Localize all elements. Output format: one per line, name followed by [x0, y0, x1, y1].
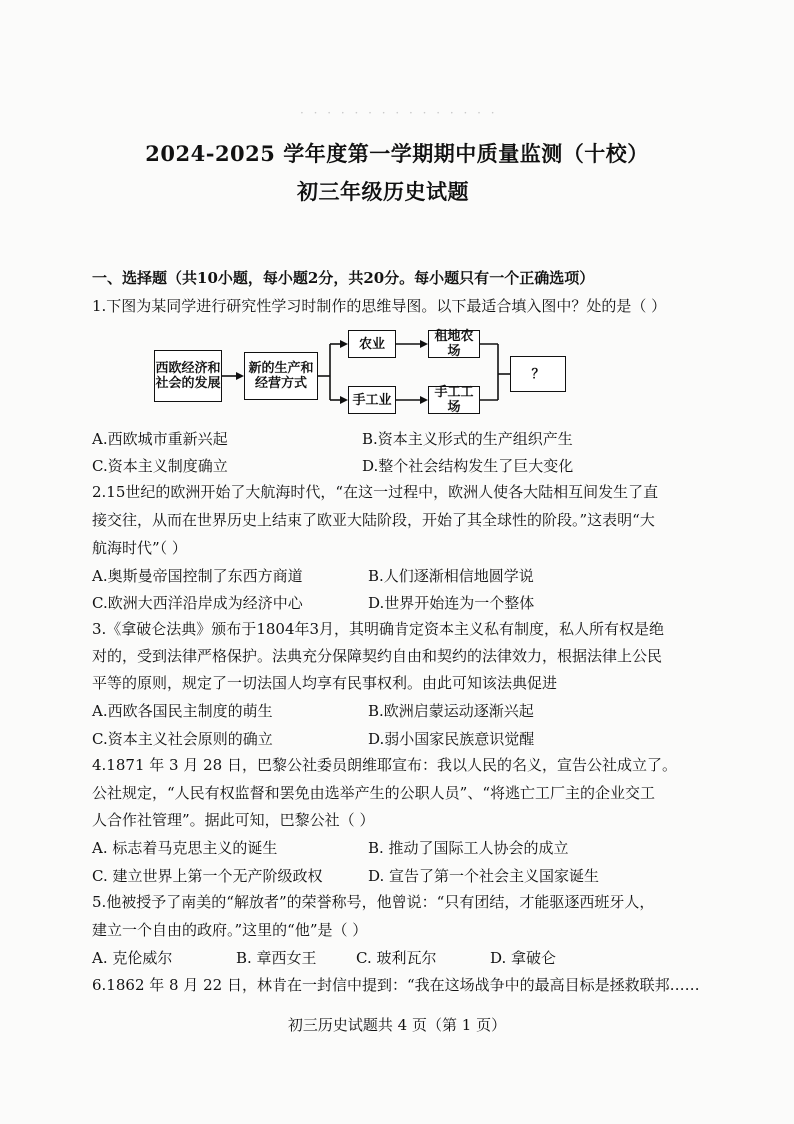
- q4-option-a: A. 标志着马克思主义的诞生: [92, 839, 278, 857]
- question-3-line-1: 3.《拿破仑法典》颁布于1804年3月，其明确肯定资本主义私有制度，私人所有权是绝: [92, 620, 665, 638]
- question-3-line-3: 平等的原则，规定了一切法国人均享有民事权利。由此可知该法典促进: [92, 674, 558, 692]
- question-3-line-2: 对的，受到法律严格保护。法典充分保障契约自由和契约的法律效力，根据法律上公民: [92, 647, 663, 665]
- scan-noise: · · · · · · · · · · · · · · ·: [300, 106, 498, 120]
- question-2-line-1: 2.15世纪的欧洲开始了大航海时代，“在这一过程中，欧洲人使各大陆相互间发生了直: [92, 483, 659, 501]
- q1-option-d: D.整个社会结构发生了巨大变化: [362, 457, 574, 475]
- mind-map-middle-node: 新的生产和经营方式: [244, 352, 318, 400]
- page-subtitle: 初三年级历史试题: [297, 179, 469, 204]
- q2-option-a: A.奥斯曼帝国控制了东西方商道: [92, 567, 303, 585]
- q2-option-b: B.人们逐渐相信地圆学说: [368, 567, 534, 585]
- q3-option-a: A.西欧各国民主制度的萌生: [92, 702, 273, 720]
- mind-map-farm-node: 租地农场: [428, 330, 480, 358]
- q1-option-a: A.西欧城市重新兴起: [92, 430, 228, 448]
- question-4-line-2: 公社规定，“人民有权监督和罢免由选举产生的公职人员”、“将逃亡工厂主的企业交工: [92, 784, 656, 802]
- question-4-line-1: 4.1871 年 3 月 28 日，巴黎公社委员朗维耶宣布：我以人民的名义，宣告公社成立了。: [92, 756, 677, 774]
- q5-option-c: C. 玻利瓦尔: [356, 949, 437, 967]
- question-4-line-3: 人合作社管理”。据此可知，巴黎公社（ ）: [92, 811, 375, 829]
- q1-option-c: C.资本主义制度确立: [92, 457, 228, 475]
- q4-option-d: D. 宣告了第一个社会主义国家诞生: [368, 867, 600, 885]
- q5-option-a: A. 克伦威尔: [92, 949, 173, 967]
- q4-option-b: B. 推动了国际工人协会的成立: [368, 839, 569, 857]
- page-footer: 初三历史试题共 4 页（第 1 页）: [287, 1016, 507, 1034]
- question-5-line-2: 建立一个自由的政府。”这里的“他”是（ ）: [92, 921, 368, 939]
- q5-option-b: B. 章西女王: [236, 949, 317, 967]
- q3-option-c: C.资本主义社会原则的确立: [92, 730, 273, 748]
- q2-option-d: D.世界开始连为一个整体: [368, 594, 535, 612]
- q4-option-c: C. 建立世界上第一个无产阶级政权: [92, 867, 323, 885]
- mind-map-unknown-node: ？: [510, 356, 566, 392]
- page-title: 2024-2025 学年度第一学期期中质量监测（十校）: [145, 141, 649, 166]
- q1-option-b: B.资本主义形式的生产组织产生: [362, 430, 573, 448]
- mind-map-handicraft-node: 手工业: [348, 386, 396, 414]
- mind-map-agriculture-node: 农业: [348, 330, 396, 358]
- mind-map-diagram: [150, 328, 570, 418]
- mind-map-workshop-node: 手工工场: [428, 386, 480, 414]
- q3-option-b: B.欧洲启蒙运动逐渐兴起: [368, 702, 534, 720]
- question-6-line-1: 6.1862 年 8 月 22 日，林肯在一封信中提到：“我在这场战争中的最高目标是拯救联邦……: [92, 976, 700, 994]
- q2-option-c: C.欧洲大西洋沿岸成为经济中心: [92, 594, 303, 612]
- question-2-line-2: 接交往，从而在世界历史上结束了欧亚大陆阶段，开始了其全球性的阶段。”这表明“大: [92, 511, 655, 529]
- q3-option-d: D.弱小国家民族意识觉醒: [368, 730, 535, 748]
- mind-map-root-node: 西欧经济和社会的发展: [154, 350, 222, 402]
- q5-option-d: D. 拿破仑: [490, 949, 557, 967]
- question-2-line-3: 航海时代”（ ）: [92, 539, 187, 557]
- section-heading: 一、选择题（共10小题，每小题2分，共20分。每小题只有一个正确选项）: [92, 269, 595, 287]
- question-5-line-1: 5.他被授予了南美的“解放者”的荣誉称号，他曾说：“只有团结，才能驱逐西班牙人，: [92, 893, 655, 911]
- question-1-stem: 1.下图为某同学进行研究性学习时制作的思维导图。以下最适合填入图中？处的是（ ）: [92, 297, 667, 315]
